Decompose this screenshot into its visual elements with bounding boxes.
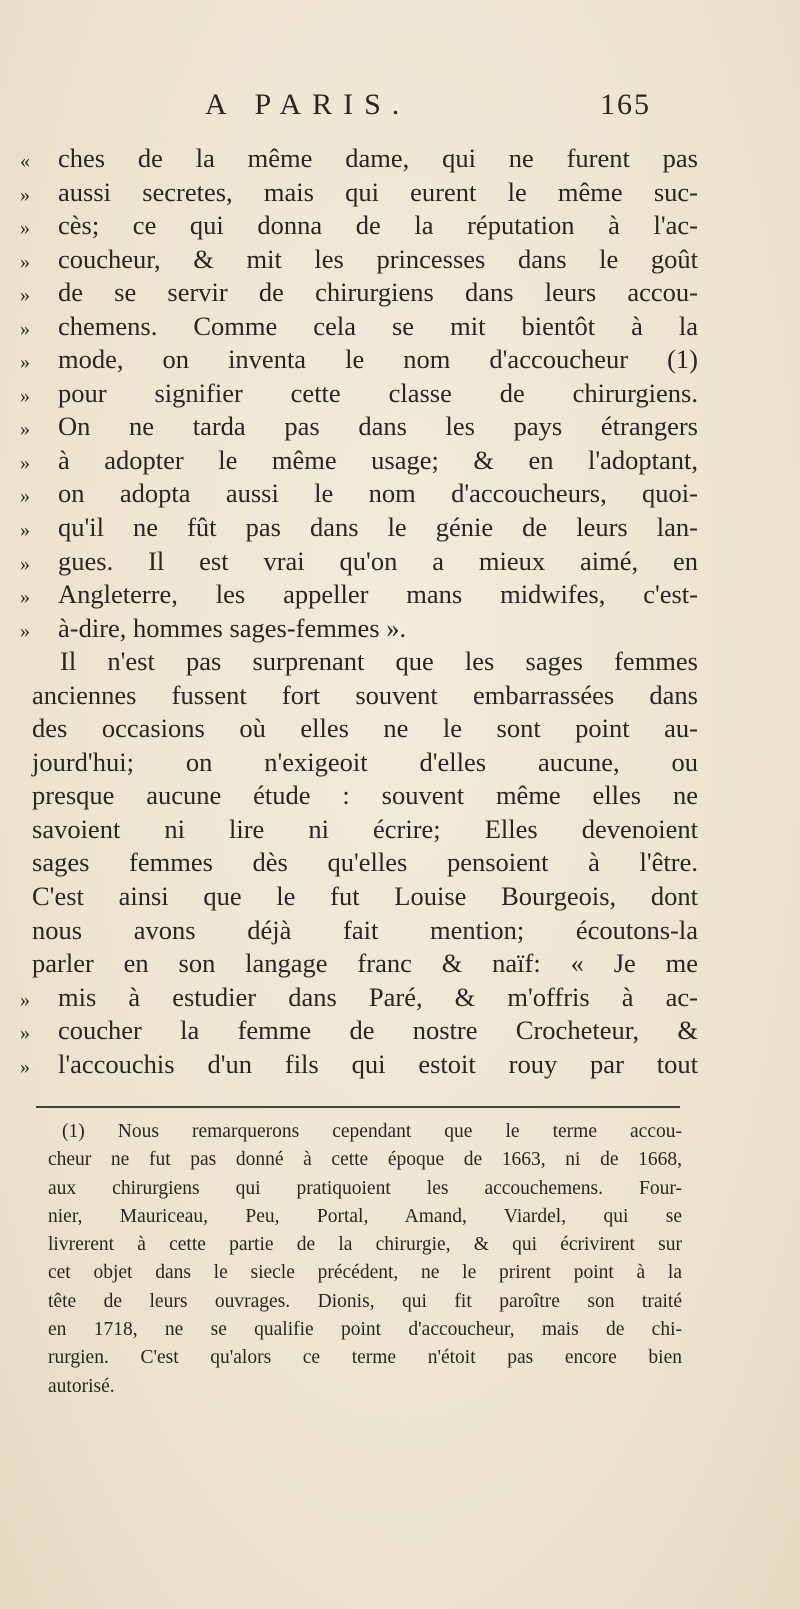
footnote-line bbox=[48, 1203, 682, 1231]
footnote-line bbox=[48, 1316, 682, 1344]
footnote-line bbox=[48, 1344, 682, 1372]
line-text: on adopta aussi le nom d'accoucheurs, quoi- bbox=[58, 478, 698, 509]
quote-marker: » bbox=[20, 317, 30, 340]
line-text: l'accouchis d'un fils qui estoit rouy par tout bbox=[58, 1048, 698, 1079]
line-text: des occasions où elles ne le sont point au- bbox=[32, 713, 698, 744]
quote-marker: » bbox=[20, 250, 30, 273]
quote-marker: » bbox=[20, 586, 30, 609]
line-text: pour signifier cette classe de chirurgiens. bbox=[58, 377, 698, 408]
quote-marker: « bbox=[20, 150, 30, 172]
paragraph-line bbox=[20, 779, 698, 813]
line-text: mode, on inventa le nom d'accoucheur (1) bbox=[58, 344, 698, 375]
line-text: nous avons déjà fait mention; écoutons-la bbox=[32, 914, 698, 945]
quote-marker: » bbox=[20, 183, 30, 206]
footnote-text: autorisé. bbox=[48, 1375, 115, 1397]
footnote-text: nier, Mauriceau, Peu, Portal, Amand, Viardel, qui se bbox=[48, 1205, 682, 1227]
footnote-line bbox=[48, 1118, 682, 1146]
line-text: ches de la même dame, qui ne furent pas bbox=[58, 143, 698, 173]
text-line bbox=[20, 477, 698, 511]
line-text: presque aucune étude : souvent même elles ne bbox=[32, 780, 698, 811]
paragraph-line bbox=[20, 813, 698, 847]
text-line bbox=[20, 243, 698, 277]
text-line bbox=[20, 377, 698, 411]
paragraph-line bbox=[20, 880, 698, 914]
footnote-line bbox=[48, 1231, 682, 1259]
text-line bbox=[20, 343, 698, 377]
paragraph-line bbox=[20, 914, 698, 948]
footnote-text: cheur ne fut pas donné à cette époque de 1663, ni de 1668, bbox=[48, 1149, 682, 1171]
line-text: coucher la femme de nostre Crocheteur, & bbox=[58, 1015, 698, 1046]
text-line bbox=[20, 310, 698, 344]
footnote-text: aux chirurgiens qui pratiquoient les accouchemens. Four- bbox=[48, 1177, 682, 1199]
footnote-text: (1) Nous remarquerons cependant que le terme accou- bbox=[62, 1121, 682, 1142]
text-line bbox=[20, 276, 698, 310]
quote-marker: » bbox=[20, 1055, 30, 1078]
text-line bbox=[20, 511, 698, 545]
footnote-line bbox=[48, 1175, 682, 1203]
line-text: sages femmes dès qu'elles pensoient à l'être. bbox=[32, 847, 698, 878]
footnote-text: livrerent à cette partie de la chirurgie, & qui écrivirent sur bbox=[48, 1234, 682, 1256]
line-text: aussi secretes, mais qui eurent le même suc- bbox=[58, 176, 698, 207]
quote-marker: » bbox=[20, 1022, 30, 1045]
footnote bbox=[48, 1118, 682, 1401]
footnote-line bbox=[48, 1288, 682, 1316]
quote-marker: » bbox=[20, 485, 30, 508]
line-text: Il n'est pas surprenant que les sages femmes bbox=[60, 646, 698, 677]
quote-marker: » bbox=[20, 552, 30, 575]
text-line bbox=[20, 578, 698, 612]
text-line bbox=[20, 1048, 698, 1082]
paragraph-line bbox=[20, 947, 698, 981]
quote-marker: » bbox=[20, 284, 30, 307]
line-text: mis à estudier dans Paré, & m'offris à ac- bbox=[58, 981, 698, 1012]
footnote-line bbox=[48, 1259, 682, 1287]
running-title: A PARIS. bbox=[205, 88, 411, 121]
text-line bbox=[20, 142, 698, 176]
quote-marker: » bbox=[20, 418, 30, 441]
line-text: qu'il ne fût pas dans le génie de leurs lan- bbox=[58, 512, 698, 543]
footnote-text: en 1718, ne se qualifie point d'accoucheur, mais de chi- bbox=[48, 1319, 682, 1341]
paragraph-line bbox=[20, 679, 698, 713]
footnote-line bbox=[48, 1373, 682, 1401]
footnote-text: cet objet dans le siecle précédent, ne le prirent point à la bbox=[48, 1262, 682, 1284]
footnote-text: rurgien. C'est qu'alors ce terme n'étoit pas encore bien bbox=[48, 1347, 682, 1369]
quote-marker: » bbox=[20, 519, 30, 542]
text-line bbox=[20, 1014, 698, 1048]
paragraph-line bbox=[20, 645, 698, 679]
text-line bbox=[20, 410, 698, 444]
main-text bbox=[20, 142, 698, 1081]
quote-marker: » bbox=[20, 451, 30, 474]
footnote-line bbox=[48, 1146, 682, 1174]
paragraph-line bbox=[20, 846, 698, 880]
text-line bbox=[20, 209, 698, 243]
line-text: On ne tarda pas dans les pays étrangers bbox=[58, 411, 698, 442]
line-text: cès; ce qui donna de la réputation à l'ac- bbox=[58, 210, 698, 241]
text-line bbox=[20, 176, 698, 210]
quote-marker: » bbox=[20, 988, 30, 1011]
quote-marker: » bbox=[20, 384, 30, 407]
line-text: jourd'hui; on n'exigeoit d'elles aucune, ou bbox=[32, 746, 698, 777]
paragraph-line bbox=[20, 712, 698, 746]
page-header bbox=[0, 86, 800, 126]
line-text: parler en son langage franc & naïf: « Je me bbox=[32, 948, 698, 979]
line-text: chemens. Comme cela se mit bientôt à la bbox=[58, 310, 698, 341]
line-text: à adopter le même usage; & en l'adoptant, bbox=[58, 444, 698, 475]
footnote-text: tête de leurs ouvrages. Dionis, qui fit paroître son traité bbox=[48, 1290, 682, 1312]
page-number: 165 bbox=[600, 88, 651, 121]
footnote-rule bbox=[36, 1106, 680, 1108]
line-text: C'est ainsi que le fut Louise Bourgeois, dont bbox=[32, 881, 698, 912]
line-text: de se servir de chirurgiens dans leurs accou- bbox=[58, 277, 698, 308]
text-line bbox=[20, 444, 698, 478]
line-text: Angleterre, les appeller mans midwifes, c'est- bbox=[58, 579, 698, 610]
line-text: gues. Il est vrai qu'on a mieux aimé, en bbox=[58, 545, 698, 576]
quote-marker: » bbox=[20, 351, 30, 374]
paragraph-line bbox=[20, 746, 698, 780]
line-text: savoient ni lire ni écrire; Elles devenoient bbox=[32, 813, 698, 844]
line-text: à-dire, hommes sages-femmes ». bbox=[58, 612, 407, 643]
quote-marker: » bbox=[20, 619, 30, 642]
text-line bbox=[20, 981, 698, 1015]
quote-marker: » bbox=[20, 217, 30, 240]
line-text: coucheur, & mit les princesses dans le goût bbox=[58, 243, 698, 274]
line-text: anciennes fussent fort souvent embarrassées dans bbox=[32, 679, 698, 710]
text-line bbox=[20, 545, 698, 579]
text-line bbox=[20, 612, 680, 646]
